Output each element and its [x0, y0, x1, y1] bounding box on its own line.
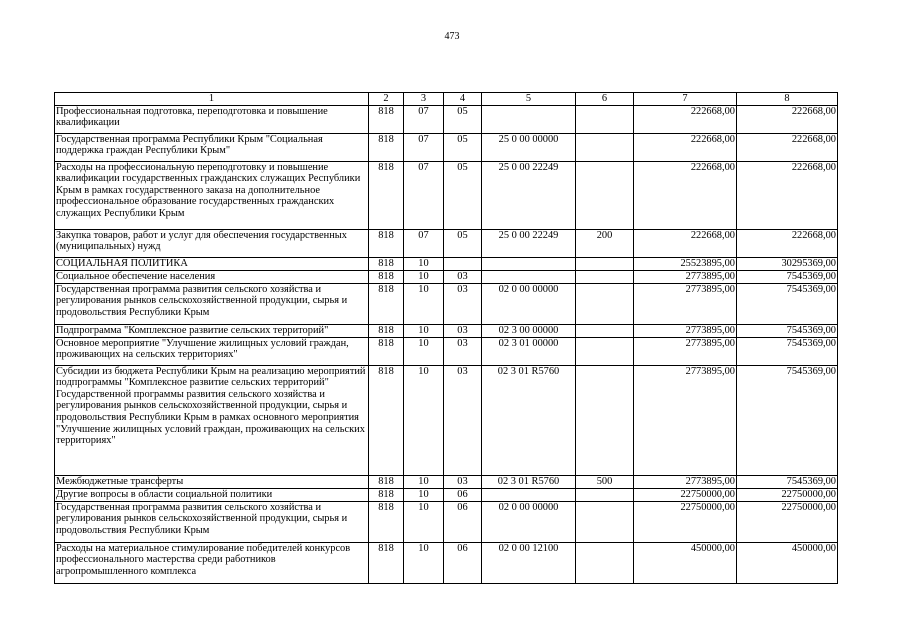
row-name: Государственная программа развития сельского хозяйства и регулирования рынков сельскохозяйственной продукции, сырья и продовольствия Республики Крым: [55, 501, 369, 542]
row-name: Закупка товаров, работ и услуг для обеспечения государственных (муниципальных) нужд: [55, 229, 369, 257]
row-subsection: 05: [444, 105, 482, 133]
row-amount-year1: 222668,00: [634, 229, 737, 257]
row-expense-type: [576, 542, 634, 583]
table-row: [55, 542, 838, 583]
row-name: Подпрограмма "Комплексное развитие сельских территорий": [55, 324, 369, 337]
table-row: [55, 133, 838, 161]
row-name: Государственная программа Республики Крым "Социальная поддержка граждан Республики Крым": [55, 133, 369, 161]
row-code: 818: [369, 133, 404, 161]
row-expense-type: 500: [576, 475, 634, 488]
row-target-article: 02 0 00 00000: [482, 501, 576, 542]
row-expense-type: [576, 133, 634, 161]
row-subsection: 06: [444, 488, 482, 501]
row-code: 818: [369, 283, 404, 324]
row-amount-year2: 450000,00: [737, 542, 838, 583]
row-section: 07: [404, 133, 444, 161]
row-target-article: [482, 105, 576, 133]
row-code: 818: [369, 501, 404, 542]
row-subsection: 03: [444, 365, 482, 475]
page-number: 473: [444, 31, 460, 42]
row-expense-type: 200: [576, 229, 634, 257]
table-row: [55, 283, 838, 324]
table-row: [55, 501, 838, 542]
row-amount-year1: 450000,00: [634, 542, 737, 583]
table-row: [55, 161, 838, 229]
row-section: 10: [404, 324, 444, 337]
row-name: СОЦИАЛЬНАЯ ПОЛИТИКА: [55, 257, 369, 270]
row-expense-type: [576, 337, 634, 365]
row-code: 818: [369, 365, 404, 475]
row-name: Социальное обеспечение населения: [55, 270, 369, 283]
row-section: 10: [404, 542, 444, 583]
row-amount-year1: 25523895,00: [634, 257, 737, 270]
row-name: Субсидии из бюджета Республики Крым на реализацию мероприятий подпрограммы "Комплексное развитие сельских территорий" Государственной программы развития сельского хозяйства и регулирования рынков сельскохозяйственной продукции, сырья и продовольствия Республики Крым в рамках основного мероприятия "Улучшение жилищных условий граждан, проживающих на сельских территориях": [55, 365, 369, 475]
row-amount-year2: 222668,00: [737, 105, 838, 133]
row-name: Государственная программа развития сельского хозяйства и регулирования рынков сельскохозяйственной продукции, сырья и продовольствия Республики Крым: [55, 283, 369, 324]
row-subsection: 03: [444, 324, 482, 337]
row-section: 10: [404, 488, 444, 501]
row-name: Другие вопросы в области социальной политики: [55, 488, 369, 501]
table-row: [55, 324, 838, 337]
row-code: 818: [369, 337, 404, 365]
row-target-article: 02 3 00 00000: [482, 324, 576, 337]
row-code: 818: [369, 270, 404, 283]
row-amount-year2: 7545369,00: [737, 337, 838, 365]
row-amount-year2: 7545369,00: [737, 324, 838, 337]
row-amount-year2: 222668,00: [737, 133, 838, 161]
row-section: 10: [404, 270, 444, 283]
row-section: 07: [404, 229, 444, 257]
row-section: 07: [404, 161, 444, 229]
table-row: [55, 229, 838, 257]
table-row: [55, 365, 838, 475]
row-amount-year1: 222668,00: [634, 161, 737, 229]
row-expense-type: [576, 105, 634, 133]
col-header-1: 1: [55, 93, 369, 106]
col-header-5: 5: [482, 93, 576, 106]
row-target-article: 02 3 01 00000: [482, 337, 576, 365]
row-amount-year2: 7545369,00: [737, 365, 838, 475]
table-row: [55, 475, 838, 488]
row-code: 818: [369, 488, 404, 501]
row-subsection: 03: [444, 283, 482, 324]
row-amount-year1: 22750000,00: [634, 488, 737, 501]
row-amount-year1: 2773895,00: [634, 324, 737, 337]
col-header-3: 3: [404, 93, 444, 106]
row-expense-type: [576, 324, 634, 337]
row-subsection: [444, 257, 482, 270]
row-amount-year2: 22750000,00: [737, 501, 838, 542]
row-amount-year1: 22750000,00: [634, 501, 737, 542]
budget-table: [54, 92, 838, 584]
row-amount-year2: 222668,00: [737, 229, 838, 257]
row-section: 10: [404, 365, 444, 475]
row-target-article: 02 3 01 R5760: [482, 475, 576, 488]
row-name: Расходы на профессиональную переподготовку и повышение квалификации государственных гражданских служащих Республики Крым в рамках государственного заказа на дополнительное профессиональное образование государственных гражданских служащих Республики Крым: [55, 161, 369, 229]
row-section: 10: [404, 283, 444, 324]
col-header-8: 8: [737, 93, 838, 106]
row-expense-type: [576, 161, 634, 229]
row-section: 10: [404, 337, 444, 365]
row-target-article: 25 0 00 00000: [482, 133, 576, 161]
row-name: Расходы на материальное стимулирование победителей конкурсов профессионального мастерства среди работников агропромышленного комплекса: [55, 542, 369, 583]
col-header-7: 7: [634, 93, 737, 106]
row-target-article: 25 0 00 22249: [482, 229, 576, 257]
row-code: 818: [369, 257, 404, 270]
row-name: Профессиональная подготовка, переподготовка и повышение квалификации: [55, 105, 369, 133]
row-amount-year1: 222668,00: [634, 105, 737, 133]
row-name: Межбюджетные трансферты: [55, 475, 369, 488]
row-subsection: 06: [444, 501, 482, 542]
row-section: 10: [404, 475, 444, 488]
row-amount-year1: 222668,00: [634, 133, 737, 161]
row-name: Основное мероприятие "Улучшение жилищных условий граждан, проживающих на сельских территориях": [55, 337, 369, 365]
row-expense-type: [576, 365, 634, 475]
row-code: 818: [369, 229, 404, 257]
row-subsection: 05: [444, 161, 482, 229]
row-expense-type: [576, 283, 634, 324]
row-target-article: 25 0 00 22249: [482, 161, 576, 229]
header-row: [55, 93, 838, 106]
row-amount-year1: 2773895,00: [634, 270, 737, 283]
table-row: [55, 105, 838, 133]
row-subsection: 06: [444, 542, 482, 583]
row-code: 818: [369, 161, 404, 229]
row-amount-year2: 7545369,00: [737, 270, 838, 283]
row-subsection: 03: [444, 270, 482, 283]
row-amount-year2: 22750000,00: [737, 488, 838, 501]
row-amount-year1: 2773895,00: [634, 283, 737, 324]
row-subsection: 03: [444, 337, 482, 365]
row-subsection: 05: [444, 133, 482, 161]
row-target-article: 02 0 00 00000: [482, 283, 576, 324]
row-amount-year1: 2773895,00: [634, 365, 737, 475]
col-header-2: 2: [369, 93, 404, 106]
row-amount-year2: 7545369,00: [737, 475, 838, 488]
row-target-article: [482, 488, 576, 501]
row-code: 818: [369, 324, 404, 337]
row-code: 818: [369, 542, 404, 583]
row-section: 10: [404, 257, 444, 270]
table-row: [55, 257, 838, 270]
row-code: 818: [369, 105, 404, 133]
row-amount-year2: 7545369,00: [737, 283, 838, 324]
row-target-article: [482, 270, 576, 283]
row-expense-type: [576, 257, 634, 270]
row-code: 818: [369, 475, 404, 488]
row-subsection: 03: [444, 475, 482, 488]
row-section: 10: [404, 501, 444, 542]
col-header-6: 6: [576, 93, 634, 106]
table-row: [55, 270, 838, 283]
row-amount-year2: 30295369,00: [737, 257, 838, 270]
row-section: 07: [404, 105, 444, 133]
row-amount-year1: 2773895,00: [634, 337, 737, 365]
row-expense-type: [576, 501, 634, 542]
row-expense-type: [576, 270, 634, 283]
row-target-article: 02 0 00 12100: [482, 542, 576, 583]
row-subsection: 05: [444, 229, 482, 257]
row-amount-year1: 2773895,00: [634, 475, 737, 488]
col-header-4: 4: [444, 93, 482, 106]
table-row: [55, 488, 838, 501]
row-expense-type: [576, 488, 634, 501]
row-target-article: 02 3 01 R5760: [482, 365, 576, 475]
row-target-article: [482, 257, 576, 270]
table-row: [55, 337, 838, 365]
row-amount-year2: 222668,00: [737, 161, 838, 229]
